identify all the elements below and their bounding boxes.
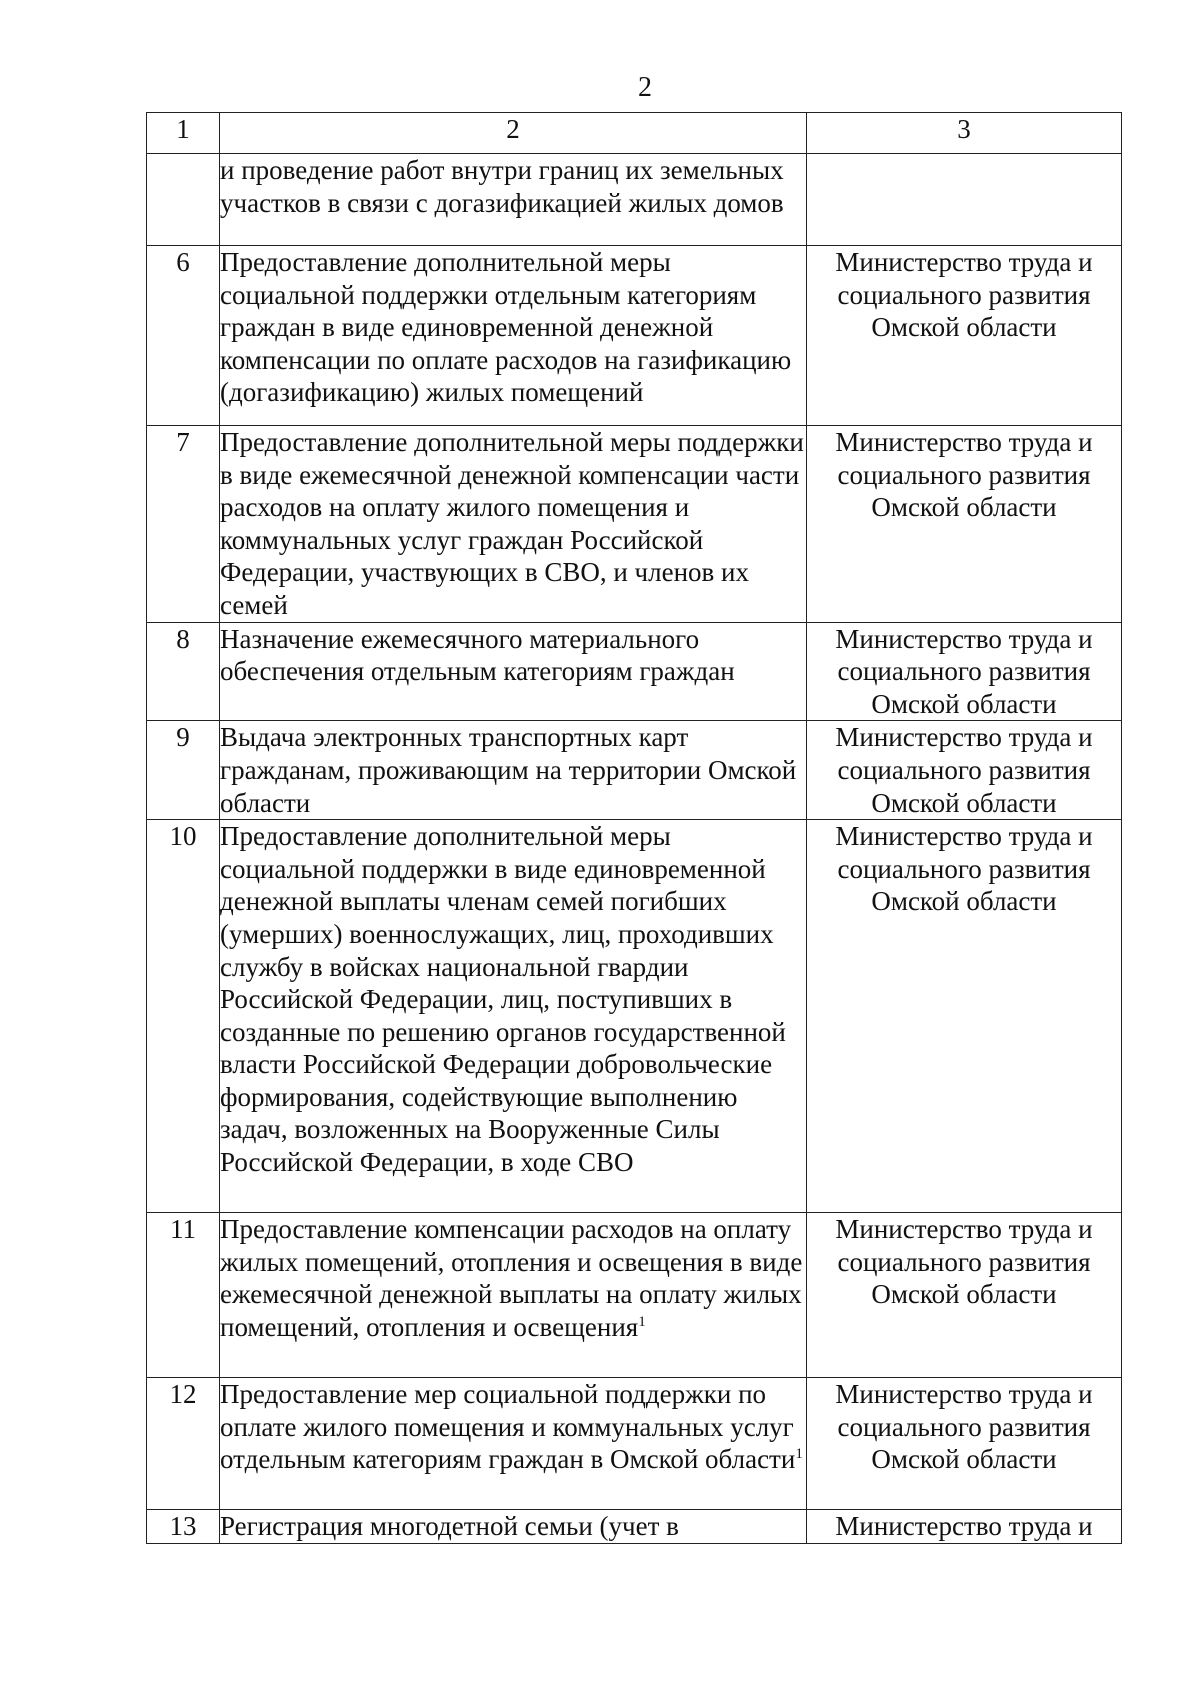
agency-name: Министерство труда и социального развития Омской области (807, 426, 1122, 623)
row-number: 6 (147, 246, 220, 426)
row-number: 7 (147, 426, 220, 623)
table-row (147, 721, 1122, 820)
footnote-mark: 1 (638, 1313, 646, 1330)
table-row (147, 426, 1122, 623)
column-header-3: 3 (807, 113, 1122, 154)
service-name (220, 820, 807, 1213)
row-number: 12 (147, 1378, 220, 1510)
services-table (146, 112, 1122, 1544)
agency-name: Министерство труда и социального развития Омской области (807, 1378, 1122, 1510)
row-number: 9 (147, 721, 220, 820)
table-row (147, 1378, 1122, 1510)
service-name (220, 622, 807, 721)
service-text: Предоставление мер социальной поддержки по оплате жилого помещения и коммунальных услуг отдельным категориям граждан в Омской области (220, 1379, 796, 1475)
table-row (147, 1213, 1122, 1378)
service-text: Предоставление дополнительной меры социальной поддержки в виде единовременной денежной выплаты членам семей погибших (умерших) военнослужащих, лиц, проходивших службу в войсках национальной гвардии Российской Федерации, лиц, поступивших в созданные по решению органов государственной власти Российской Федерации добровольческие формирования, содействующие выполнению задач, возложенных на Вооруженные Силы Российской Федерации, в ходе СВО (220, 821, 786, 1178)
service-name (220, 1378, 807, 1510)
service-text: и проведение работ внутри границ их земельных участков в связи с догазификацией жилых домов (220, 155, 784, 218)
service-name (220, 1510, 807, 1544)
service-text: Предоставление компенсации расходов на оплату жилых помещений, отопления и освещения в виде ежемесячной денежной выплаты на оплату жилых помещений, отопления и освещения (220, 1214, 803, 1342)
service-text: Регистрация многодетной семьи (учет в (220, 1511, 679, 1542)
row-number: 8 (147, 622, 220, 721)
table-row (147, 622, 1122, 721)
column-header-1: 1 (147, 113, 220, 154)
service-text: Выдача электронных транспортных карт гражданам, проживающим на территории Омской области (220, 722, 797, 818)
agency-name: Министерство труда и (807, 1510, 1122, 1544)
table-row (147, 820, 1122, 1213)
footnote-mark: 1 (795, 1446, 803, 1463)
service-name (220, 426, 807, 623)
service-text: Назначение ежемесячного материального обеспечения отдельным категориям граждан (220, 623, 735, 687)
row-number: 10 (147, 820, 220, 1213)
agency-name: Министерство труда и социального развития Омской области (807, 721, 1122, 820)
service-name (220, 721, 807, 820)
service-name (220, 1213, 807, 1378)
agency-name: Министерство труда и социального развития Омской области (807, 820, 1122, 1213)
page-number: 2 (638, 72, 652, 103)
column-header-2: 2 (220, 113, 807, 154)
agency-name: Министерство труда и социального развития Омской области (807, 622, 1122, 721)
table-row (147, 1510, 1122, 1544)
row-number: 13 (147, 1510, 220, 1544)
table-row (147, 154, 1122, 246)
table-header-row (147, 113, 1122, 154)
service-text: Предоставление дополнительной меры социальной поддержки отдельным категориям граждан в виде единовременной денежной компенсации по оплате расходов на газификацию (догазификацию) жилых помещений (220, 247, 792, 408)
service-text: Предоставление дополнительной меры поддержки в виде ежемесячной денежной компенсации части расходов на оплату жилого помещения и коммунальных услуг граждан Российской Федерации, участвующих в СВО, и членов их семей (220, 427, 804, 620)
table-row (147, 246, 1122, 426)
agency-name: Министерство труда и социального развития Омской области (807, 246, 1122, 426)
service-name (220, 246, 807, 426)
agency-name (807, 154, 1122, 246)
agency-name: Министерство труда и социального развития Омской области (807, 1213, 1122, 1378)
row-number: 11 (147, 1213, 220, 1378)
row-number (147, 154, 220, 246)
service-name (220, 154, 807, 246)
